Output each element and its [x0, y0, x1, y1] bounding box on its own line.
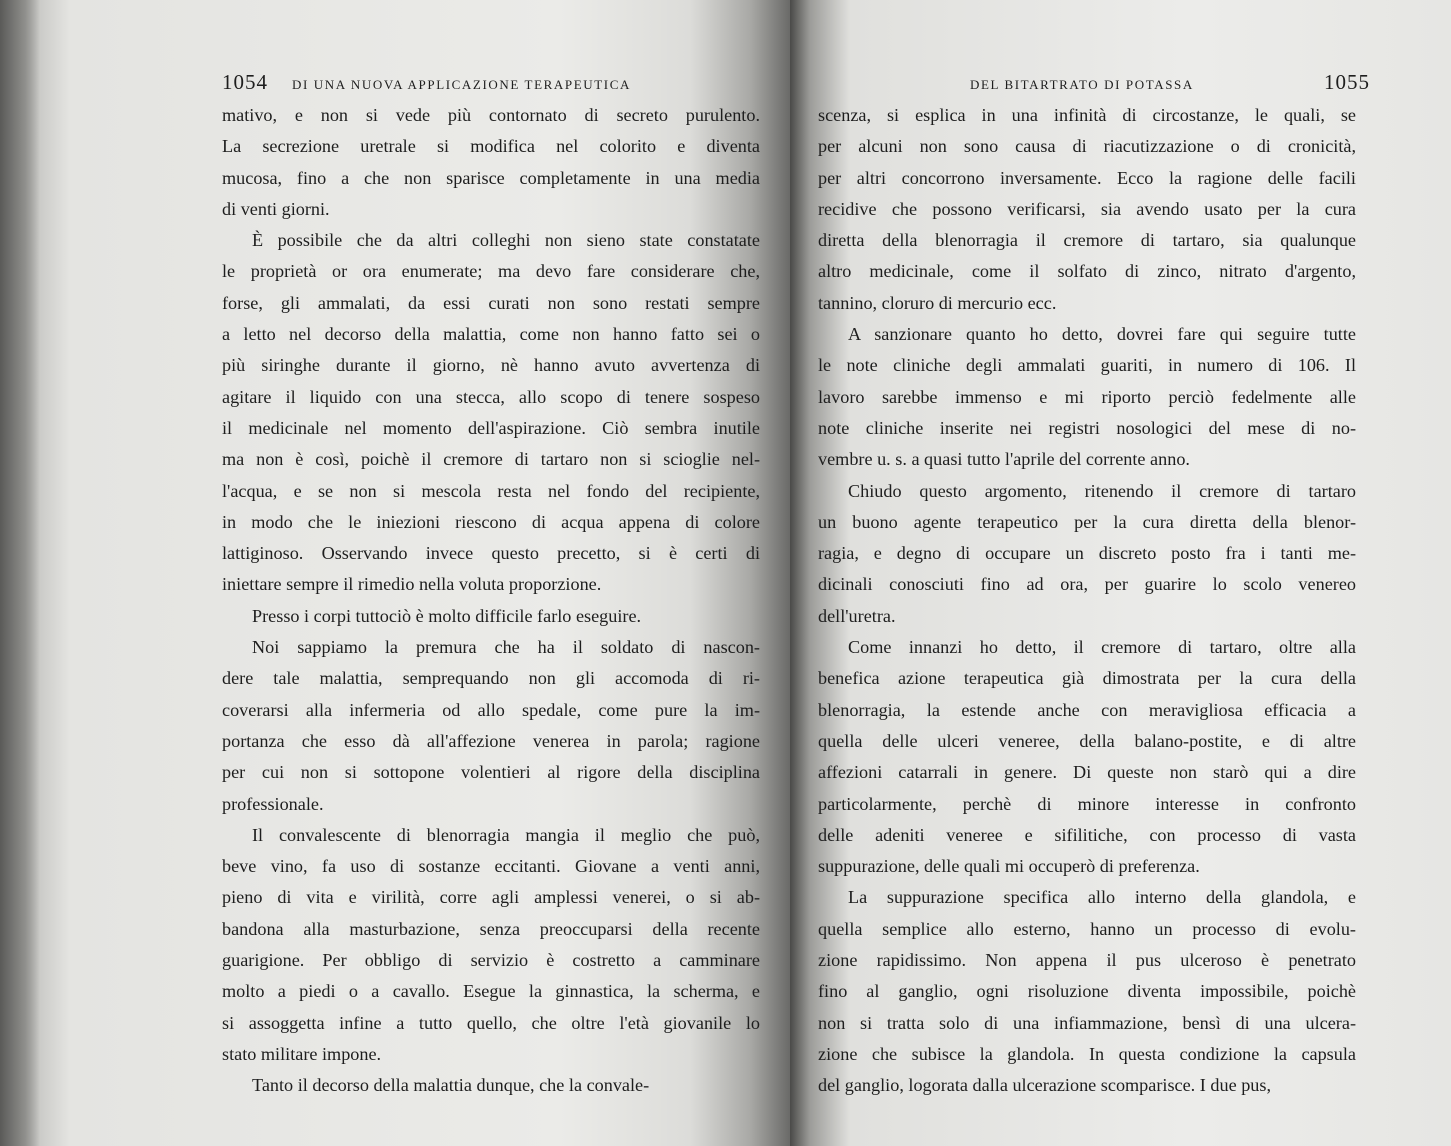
- text-line: mucosa, fino a che non sparisce completamente in una media: [222, 167, 760, 188]
- text-line: lavoro sarebbe immenso e mi riporto perciò fedelmente alle: [818, 386, 1356, 407]
- left-running-title: DI UNA NUOVA APPLICAZIONE TERAPEUTICA: [292, 77, 631, 92]
- text-line: delle adeniti veneree e sifilitiche, con processo di vasta: [818, 824, 1356, 845]
- left-page-number: 1054: [222, 70, 268, 94]
- text-line: guarigione. Per obbligo di servizio è costretto a camminare: [222, 950, 760, 971]
- text-line: ma non è così, poichè il cremore di tartaro non si scioglie nel-: [222, 449, 760, 470]
- text-line: in modo che le iniezioni riescono di acqua appena di colore: [222, 511, 760, 532]
- text-line: bandona alla masturbazione, senza preoccuparsi della recente: [222, 918, 760, 939]
- right-page: [790, 0, 1451, 1146]
- text-line: mativo, e non si vede più contornato di secreto purulento.: [222, 105, 760, 125]
- text-line: del ganglio, logorata dalla ulcerazione scomparisce. I due pus,: [818, 1075, 1272, 1096]
- text-line: vembre u. s. a quasi tutto l'aprile del corrente anno.: [818, 449, 1190, 470]
- text-line: più siringhe durante il giorno, nè hanno avuto avvertenza di: [222, 355, 760, 376]
- text-line: recidive che possono verificarsi, sia avendo usato per la cura: [818, 198, 1356, 219]
- text-line: quella semplice allo esterno, hanno un processo di evolu-: [818, 918, 1356, 939]
- text-line: dell'uretra.: [818, 605, 896, 626]
- text-line: zione rapidissimo. Non appena il pus ulceroso è penetrato: [818, 950, 1356, 971]
- text-line: Tanto il decorso della malattia dunque, che la convale-: [252, 1075, 650, 1096]
- right-body-text: [818, 100, 1356, 1102]
- text-line: particolarmente, perchè di minore interesse in confronto: [818, 793, 1356, 814]
- text-line: scenza, si esplica in una infinità di circostanze, le quali, se: [818, 105, 1356, 125]
- text-line: lattiginoso. Osservando invece questo precetto, si è certi di: [222, 543, 760, 564]
- right-page-number: 1055: [1324, 70, 1370, 94]
- text-line: forse, gli ammalati, da essi curati non sono restati sempre: [222, 292, 760, 313]
- text-line: La suppurazione specifica allo interno della glandola, e: [848, 887, 1356, 908]
- text-line: a letto nel decorso della malattia, come non hanno fatto sei o: [222, 324, 760, 345]
- text-line: fino al ganglio, ogni risoluzione diventa impossibile, poichè: [818, 981, 1356, 1002]
- text-line: agitare il liquido con una stecca, allo scopo di tenere sospeso: [222, 386, 760, 407]
- text-line: blenorragia, la estende anche con meravigliosa efficacia a: [818, 699, 1356, 720]
- text-line: Il convalescente di blenorragia mangia il meglio che può,: [252, 824, 760, 845]
- text-line: affezioni catarrali in genere. Di queste non starò qui a dire: [818, 762, 1356, 783]
- text-line: benefica azione terapeutica già dimostrata per la cura della: [818, 668, 1356, 689]
- left-running-head: [222, 70, 687, 95]
- text-line: per alcuni non sono causa di riacutizzazione o di cronicità,: [818, 136, 1356, 157]
- text-line: È possibile che da altri colleghi non sieno state constatate: [252, 230, 760, 251]
- text-line: non si tratta solo di una infiammazione, bensì di una ulcera-: [818, 1012, 1356, 1033]
- text-line: Chiudo questo argomento, ritenendo il cremore di tartaro: [848, 480, 1356, 501]
- text-line: A sanzionare quanto ho detto, dovrei fare qui seguire tutte: [848, 324, 1356, 345]
- text-line: Presso i corpi tuttociò è molto difficile farlo eseguire.: [252, 605, 642, 626]
- text-line: stato militare impone.: [222, 1043, 382, 1064]
- text-line: quella delle ulceri veneree, della balano-postite, e di altre: [818, 730, 1356, 751]
- text-line: iniettare sempre il rimedio nella voluta proporzione.: [222, 574, 602, 595]
- text-line: l'acqua, e se non si mescola resta nel fondo del recipiente,: [222, 480, 760, 501]
- text-line: pieno di vita e virilità, corre agli amplessi venerei, o si ab-: [222, 887, 760, 908]
- text-line: beve vino, fa uso di sostanze eccitanti. Giovane a venti anni,: [222, 856, 760, 877]
- text-line: un buono agente terapeutico per la cura diretta della blenor-: [818, 511, 1356, 532]
- text-line: si assoggetta infine a tutto quello, che oltre l'età giovanile lo: [222, 1012, 760, 1033]
- text-line: La secrezione uretrale si modifica nel colorito e diventa: [222, 136, 760, 157]
- text-line: portanza che esso dà all'affezione venerea in parola; ragione: [222, 730, 760, 751]
- text-line: professionale.: [222, 793, 324, 814]
- left-body-text: [222, 100, 760, 1102]
- text-line: molto a piedi o a cavallo. Esegue la ginnastica, la scherma, e: [222, 981, 760, 1002]
- right-running-head: [970, 70, 1370, 95]
- text-line: le note cliniche degli ammalati guariti, in numero di 106. Il: [818, 355, 1356, 376]
- text-line: per cui non si sottopone volentieri al rigore della disciplina: [222, 762, 760, 783]
- text-line: altro medicinale, come il solfato di zinco, nitrato d'argento,: [818, 261, 1356, 282]
- text-line: dicinali conosciuti fino ad ora, per guarire lo scolo venereo: [818, 574, 1356, 595]
- text-line: tannino, cloruro di mercurio ecc.: [818, 292, 1057, 313]
- text-line: Come innanzi ho detto, il cremore di tartaro, oltre alla: [848, 637, 1356, 658]
- text-line: Noi sappiamo la premura che ha il soldato di nascon-: [252, 637, 760, 658]
- text-line: dere tale malattia, semprequando non gli accomoda di ri-: [222, 668, 760, 689]
- text-line: zione che subisce la glandola. In questa condizione la capsula: [818, 1043, 1356, 1064]
- text-line: le proprietà or ora enumerate; ma devo fare considerare che,: [222, 261, 760, 282]
- right-running-title: DEL BITARTRATO DI POTASSA: [970, 77, 1194, 92]
- page-edge-shadow: [0, 0, 40, 1146]
- text-line: ragia, e degno di occupare un discreto posto fra i tanti me-: [818, 543, 1356, 564]
- text-line: suppurazione, delle quali mi occuperò di preferenza.: [818, 856, 1200, 877]
- text-line: di venti giorni.: [222, 198, 330, 219]
- text-line: diretta della blenorragia il cremore di tartaro, sia qualunque: [818, 230, 1356, 251]
- text-line: note cliniche inserite nei registri nosologici del mese di no-: [818, 417, 1356, 438]
- text-line: il medicinale nel momento dell'aspirazione. Ciò sembra inutile: [222, 417, 760, 438]
- text-line: per altri concorrono inversamente. Ecco la ragione delle facili: [818, 167, 1356, 188]
- text-line: coverarsi alla infermeria od allo spedale, come pure la im-: [222, 699, 760, 720]
